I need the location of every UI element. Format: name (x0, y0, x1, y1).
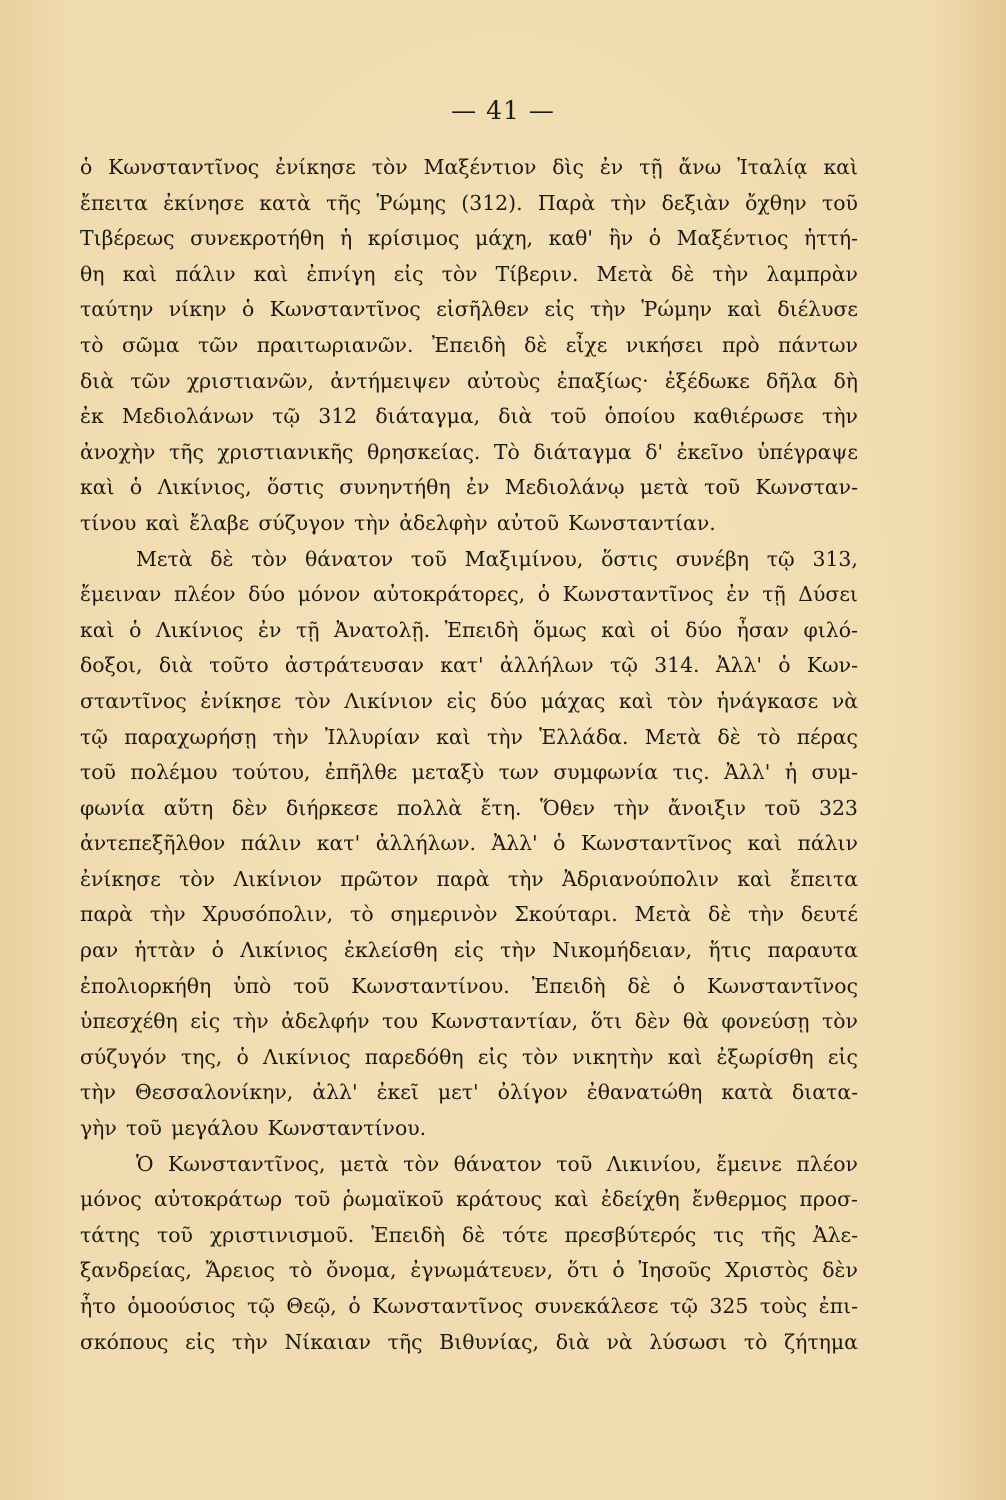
text-line: σκόπους εἰς τὴν Νίκαιαν τῆς Βιθυνίας, διὰ νὰ λύσωσι τὸ ζήτημα (80, 1329, 858, 1354)
text-line: σύζυγόν της, ὁ Λικίνιος παρεδόθη εἰς τὸν νικητὴν καὶ ἐξωρίσθη εἰς (80, 1044, 858, 1069)
text-line: ραν ἡττὰν ὁ Λικίνιος ἐκλείσθη εἰς τὴν Νικομήδειαν, ἥτις παραυτα (80, 938, 858, 963)
text-line: ἀντεπεξῆλθον πάλιν κατ' ἀλλήλων. Ἀλλ' ὁ Κωνσταντῖνος καὶ πάλιν (80, 831, 858, 856)
page-number: — 41 — (451, 96, 555, 125)
text-line: μόνος αὐτοκράτωρ τοῦ ῥωμαϊκοῦ κράτους καὶ ἐδείχθη ἔνθερμος προσ- (80, 1187, 858, 1212)
text-line: τίνου καὶ ἔλαβε σύζυγον τὴν ἀδελφὴν αὐτοῦ Κωνσταντίαν. (80, 510, 716, 535)
text-line: ἐνίκησε τὸν Λικίνιον πρῶτον παρὰ τὴν Ἀδριανούπολιν καὶ ἔπειτα (80, 866, 858, 891)
text-line: ἔμειναν πλέον δύο μόνον αὐτοκράτορες, ὁ Κωνσταντῖνος ἐν τῇ Δύσει (80, 582, 858, 607)
text-line: τὴν Θεσσαλονίκην, ἀλλ' ἐκεῖ μετ' ὀλίγον ἐθανατώθη κατὰ διατα- (80, 1080, 858, 1105)
text-line: καὶ ὁ Λικίνιος ἐν τῇ Ἀνατολῇ. Ἐπειδὴ ὅμως καὶ οἱ δύο ἦσαν φιλό- (80, 617, 858, 642)
body-text (80, 150, 858, 1360)
text-line: ἦτο ὁμοούσιος τῷ Θεῷ, ὁ Κωνσταντῖνος συνεκάλεσε τῷ 325 τοὺς ἐπι- (80, 1294, 858, 1318)
text-line: θη καὶ πάλιν καὶ ἐπνίγη εἰς τὸν Τίβεριν. Μετὰ δὲ τὴν λαμπρὰν (80, 261, 858, 286)
text-line: σταντῖνος ἐνίκησε τὸν Λικίνιον εἰς δύο μάχας καὶ τὸν ἠνάγκασε νὰ (80, 688, 858, 713)
text-line: διὰ τῶν χριστιανῶν, ἀντήμειψεν αὐτοὺς ἐπαξίως· ἐξέδωκε δῆλα δὴ (80, 368, 858, 393)
text-line: τάτης τοῦ χριστινισμοῦ. Ἐπειδὴ δὲ τότε πρεσβύτερός τις τῆς Ἀλε- (80, 1222, 858, 1247)
text-line: ἀνοχὴν τῆς χριστιανικῆς θρησκείας. Τὸ διάταγμα δ' ἐκεῖνο ὑπέγραψε (80, 439, 858, 464)
text-line: ἐπολιορκήθη ὑπὸ τοῦ Κωνσταντίνου. Ἐπειδὴ δὲ ὁ Κωνσταντῖνος (80, 973, 858, 998)
text-line: τὸ σῶμα τῶν πραιτωριανῶν. Ἐπειδὴ δὲ εἶχε νικήσει πρὸ πάντων (80, 332, 858, 357)
text-line: ταύτην νίκην ὁ Κωνσταντῖνος εἰσῆλθεν εἰς τὴν Ῥώμην καὶ διέλυσε (80, 297, 858, 322)
text-line: ξανδρείας, Ἄρειος τὸ ὄνομα, ἐγνωμάτευεν, ὅτι ὁ Ἰησοῦς Χριστὸς δὲν (80, 1258, 858, 1283)
text-line: Τιβέρεως συνεκροτήθη ἡ κρίσιμος μάχη, καθ' ἣν ὁ Μαξέντιος ἡττή- (80, 226, 858, 251)
text-line: γὴν τοῦ μεγάλου Κωνσταντίνου. (80, 1116, 427, 1141)
text-line: τῷ παραχωρήσῃ τὴν Ἰλλυρίαν καὶ τὴν Ἑλλάδα. Μετὰ δὲ τὸ πέρας (80, 724, 858, 749)
text-line: ὑπεσχέθη εἰς τὴν ἀδελφήν του Κωνσταντίαν, ὅτι δὲν θὰ φονεύσῃ τὸν (80, 1009, 858, 1034)
text-line: ἐκ Μεδιολάνων τῷ 312 διάταγμα, διὰ τοῦ ὁποίου καθιέρωσε τὴν (80, 404, 858, 429)
text-line: ὁ Κωνσταντῖνος ἐνίκησε τὸν Μαξέντιον δὶς ἐν τῇ ἄνω Ἰταλίᾳ καὶ (80, 155, 858, 179)
text-line: παρὰ τὴν Χρυσόπολιν, τὸ σημερινὸν Σκούταρι. Μετὰ δὲ τὴν δευτέ (80, 902, 858, 927)
text-line: Ὁ Κωνσταντῖνος, μετὰ τὸν θάνατον τοῦ Λικινίου, ἔμεινε πλέον (136, 1151, 858, 1176)
text-line: τοῦ πολέμου τούτου, ἐπῆλθε μεταξὺ των συμφωνία τις. Ἀλλ' ἡ συμ- (80, 760, 858, 785)
text-line: Μετὰ δὲ τὸν θάνατον τοῦ Μαξιμίνου, ὅστις συνέβη τῷ 313, (136, 546, 858, 571)
text-line: δοξοι, διὰ τοῦτο ἀστράτευσαν κατ' ἀλλήλων τῷ 314. Ἀλλ' ὁ Κων- (80, 653, 858, 678)
text-line: φωνία αὕτη δὲν διήρκεσε πολλὰ ἔτη. Ὅθεν τὴν ἄνοιξιν τοῦ 323 (80, 795, 858, 820)
text-line: ἔπειτα ἐκίνησε κατὰ τῆς Ῥώμης (312). Παρὰ τὴν δεξιὰν ὄχθην τοῦ (80, 190, 858, 215)
text-line: καὶ ὁ Λικίνιος, ὅστις συνηντήθη ἐν Μεδιολάνῳ μετὰ τοῦ Κωνσταν- (80, 475, 858, 500)
